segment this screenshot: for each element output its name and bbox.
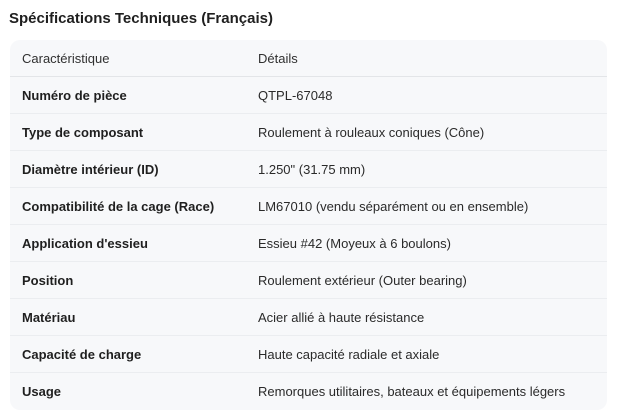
row-value: Remorques utilitaires, bateaux et équipements légers bbox=[258, 383, 566, 399]
row-key: Numéro de pièce bbox=[10, 77, 258, 114]
table-row bbox=[10, 225, 607, 262]
table-row bbox=[10, 114, 607, 151]
table-row bbox=[10, 188, 607, 225]
row-value: Acier allié à haute résistance bbox=[258, 299, 607, 336]
table-row bbox=[10, 151, 607, 188]
row-value: Roulement à rouleaux coniques (Cône) bbox=[258, 114, 607, 151]
row-value: Roulement extérieur (Outer bearing) bbox=[258, 262, 607, 299]
row-key: Usage bbox=[22, 383, 62, 399]
row-value: Haute capacité radiale et axiale bbox=[258, 336, 607, 373]
table-row bbox=[10, 373, 607, 410]
row-value: LM67010 (vendu séparément ou en ensemble) bbox=[258, 188, 607, 225]
row-value: QTPL-67048 bbox=[258, 77, 607, 114]
specifications-table-card bbox=[10, 40, 607, 410]
row-value: 1.250" (31.75 mm) bbox=[258, 151, 607, 188]
table-row bbox=[10, 77, 607, 114]
column-header-details: Détails bbox=[258, 40, 607, 77]
row-key: Type de composant bbox=[10, 114, 258, 151]
table-row bbox=[10, 336, 607, 373]
row-value: Essieu #42 (Moyeux à 6 boulons) bbox=[258, 225, 607, 262]
page-title: Spécifications Techniques (Français) bbox=[9, 10, 273, 27]
column-header-characteristic: Caractéristique bbox=[10, 40, 258, 77]
table-row bbox=[10, 299, 607, 336]
row-key: Matériau bbox=[10, 299, 258, 336]
row-key: Diamètre intérieur (ID) bbox=[10, 151, 258, 188]
row-key: Application d'essieu bbox=[10, 225, 258, 262]
row-key: Compatibilité de la cage (Race) bbox=[10, 188, 258, 225]
specifications-table bbox=[10, 40, 607, 409]
table-header-row bbox=[10, 40, 607, 77]
row-key: Position bbox=[10, 262, 258, 299]
row-key: Capacité de charge bbox=[10, 336, 258, 373]
table-row bbox=[10, 262, 607, 299]
